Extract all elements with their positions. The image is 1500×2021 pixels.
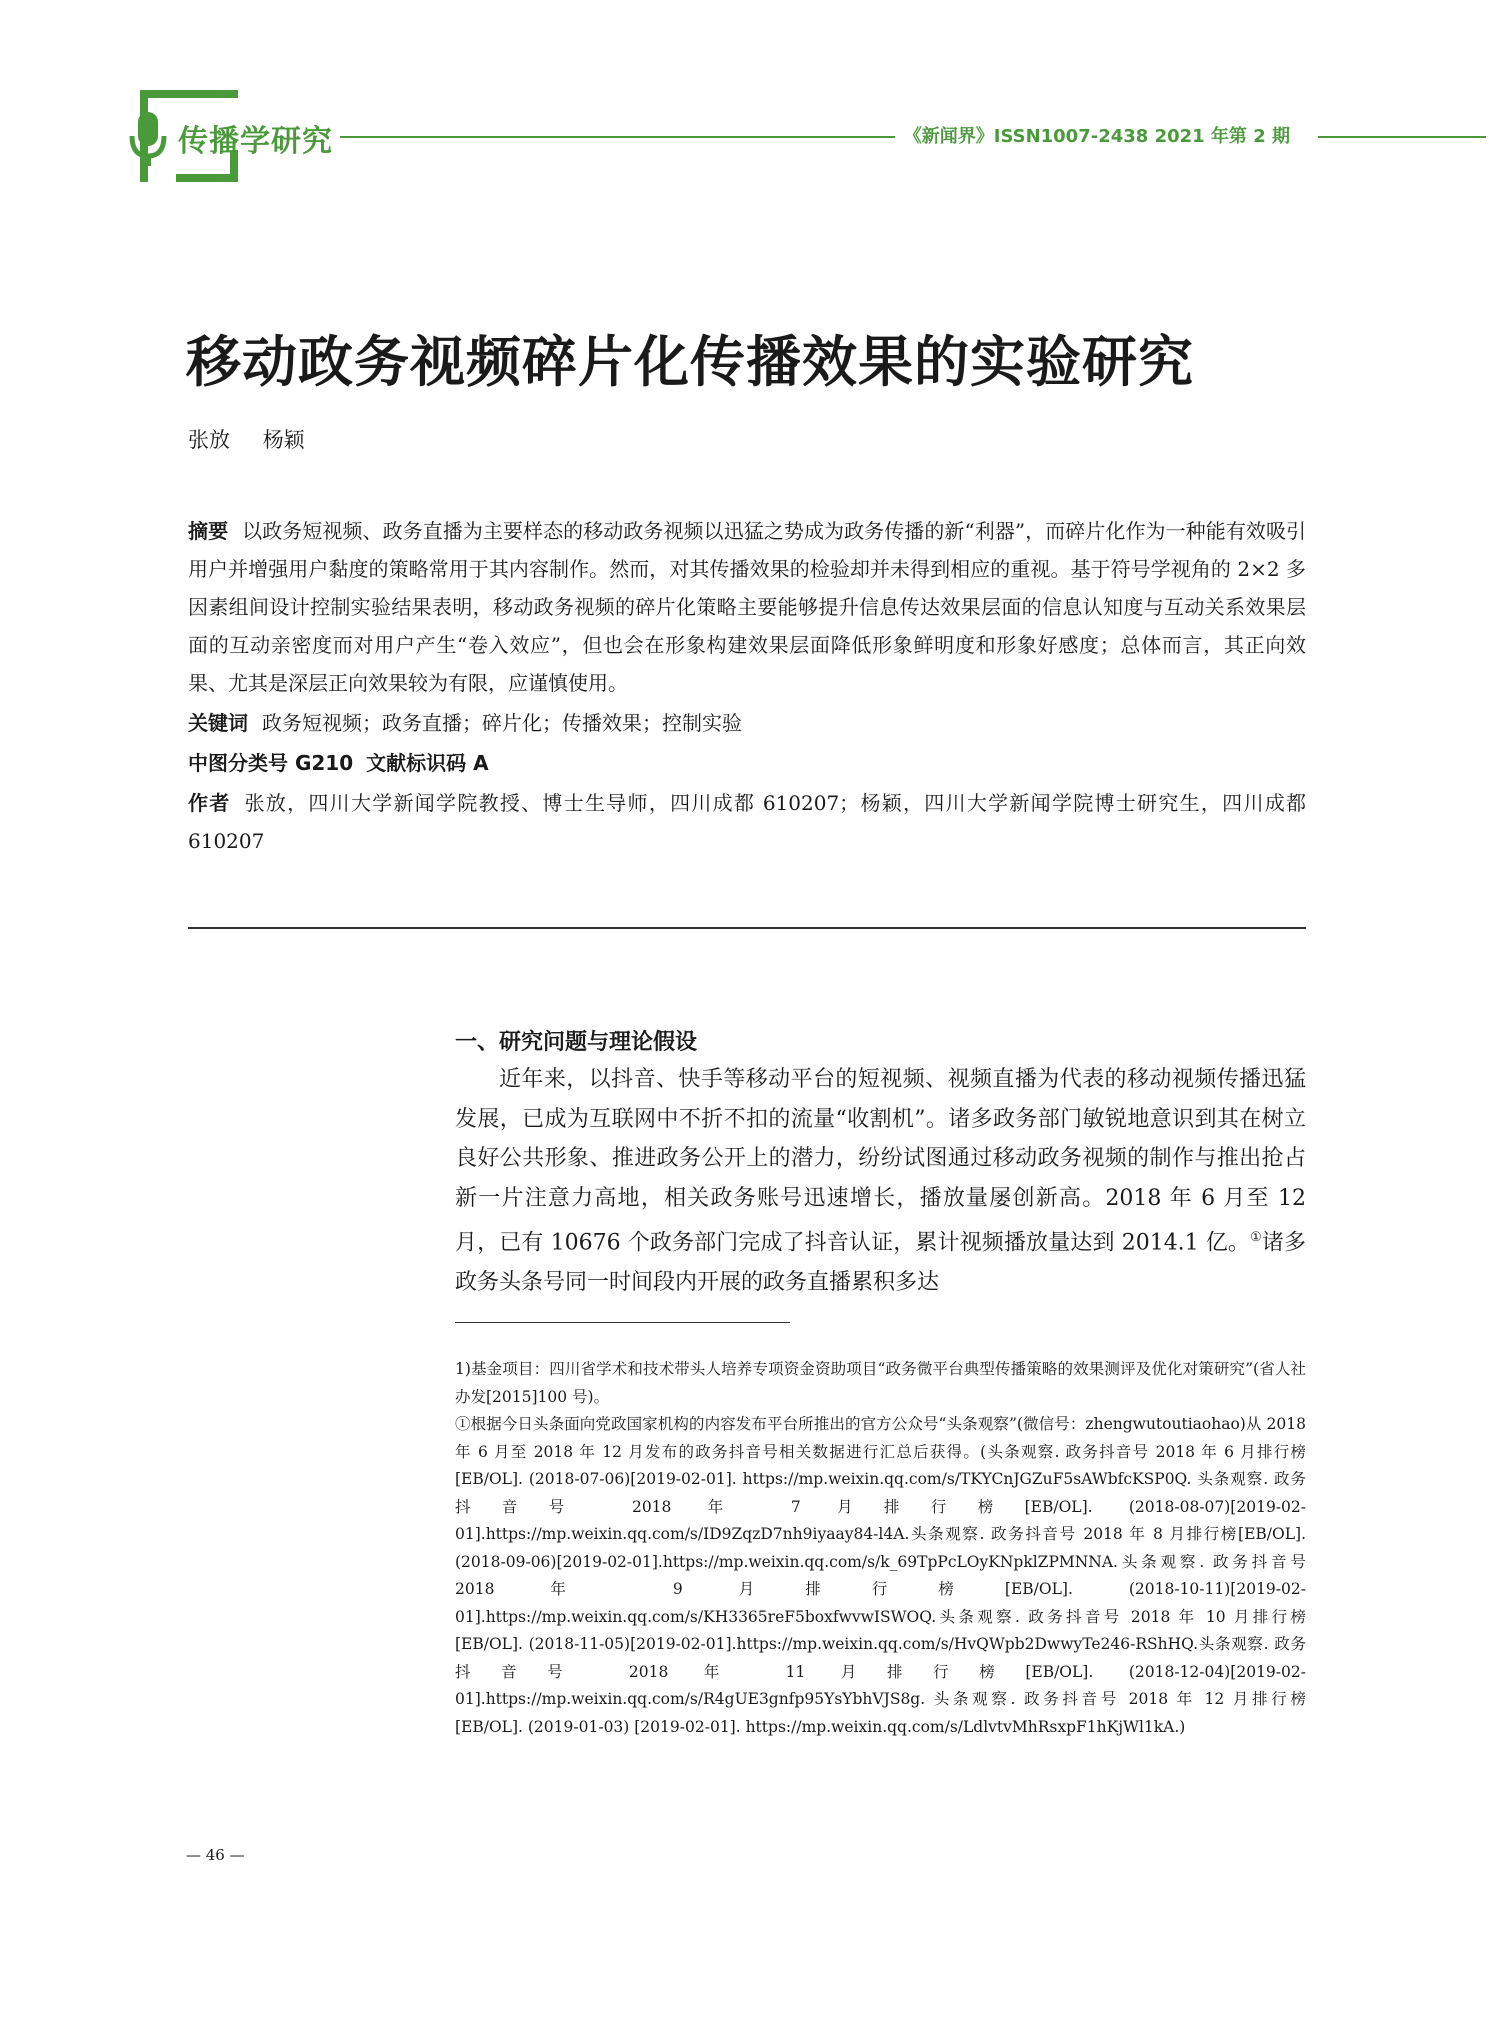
author-info-text: 张放，四川大学新闻学院教授、博士生导师，四川成都 610207；杨颖，四川大学新闻学院博士研究生，四川成都 610207 [188, 791, 1306, 853]
microphone-icon [128, 110, 168, 170]
footnote-source: ①根据今日头条面向党政国家机构的内容发布平台所推出的官方公众号“头条观察”(微信号：zhengwutoutiaohao)从 2018 年 6 月至 2018 年 12 月发布的政务抖音号相关数据进行汇总后获得。(头条观察. 政务抖音号 2018 年 6 月排行榜[EB/OL]. (2018-07-06)[2019-02-01]. https://mp.weixin.qq.com/s/TKYCnJGZuF5sAWbfcKSP0Q. 头条观察. 政务抖音号 2018 年 7 月排行榜[EB/OL]. (2018-08-07)[2019-02-01].https://mp.weixin.qq.com/s/ID9ZqzD7nh9iyaay84-l4A.头条观察. 政务抖音号 2018 年 8 月排行榜[EB/OL]. (2018-09-06)[2019-02-01].https://mp.weixin.qq.com/s/k_69TpPcLOyKNpklZPMNNA.头条观察. 政务抖音号 2018 年 9 月排行榜[EB/OL]. (2018-10-11)[2019-02-01].https://mp.weixin.qq.com/s/KH3365reF5boxfwvwISWOQ.头条观察. 政务抖音号 2018 年 10 月排行榜[EB/OL]. (2018-11-05)[2019-02-01].https://mp.weixin.qq.com/s/HvQWpb2DwwyTe246-RShHQ.头条观察. 政务抖音号 2018 年 11 月排行榜[EB/OL]. (2018-12-04)[2019-02-01].https://mp.weixin.qq.com/s/R4gUE3gnfp95YsYbhVJS8g. 头条观察. 政务抖音号 2018 年 12 月排行榜 [EB/OL]. (2019-01-03) [2019-02-01]. https://mp.weixin.qq.com/s/LdlvtvMhRsxpF1hKjWl1kA.) [455, 1415, 1306, 1736]
body-paragraph [455, 1060, 1306, 1302]
journal-info: 《新闻界》ISSN1007-2438 2021 年第 2 期 [903, 126, 1290, 147]
abstract [188, 512, 1306, 702]
section-label: 传播学研究 [178, 124, 333, 159]
logo-frame-bottom [176, 174, 238, 182]
footnote-marker: ① [1250, 1230, 1262, 1245]
author-info-label: 作者 [188, 791, 231, 815]
body-text-tail: 诸多政务头条号同一时间段内开展的政务直播累积多达 [455, 1230, 1306, 1295]
doc-value: A [473, 751, 489, 775]
footnote-funding: 1)基金项目：四川省学术和技术带头人培养专项资金资助项目“政务微平台典型传播策略的效果测评及优化对策研究”(省人社办发[2015]100 号)。 [455, 1360, 1306, 1406]
author-info [188, 784, 1306, 860]
clc-value: G210 [294, 751, 354, 775]
author-name: 张放 [188, 428, 230, 452]
section-heading: 一、研究问题与理论假设 [455, 1030, 698, 1055]
doc-label: 文献标识码 [366, 751, 467, 775]
keywords-label: 关键词 [188, 711, 248, 735]
classification [188, 744, 1306, 782]
footnotes [455, 1356, 1306, 1741]
section-divider [188, 927, 1306, 929]
abstract-block [188, 512, 1306, 860]
keywords [188, 704, 1306, 742]
body-text: 近年来，以抖音、快手等移动平台的短视频、视频直播为代表的移动视频传播迅猛发展，已成为互联网中不折不扣的流量“收割机”。诸多政务部门敏锐地意识到其在树立良好公共形象、推进政务公开上的潜力，纷纷试图通过移动政务视频的制作与推出抢占新一片注意力高地，相关政务账号迅速增长，播放量屡创新高。2018 年 6 月至 12 月，已有 10676 个政务部门完成了抖音认证，累计视频播放量达到 2014.1 亿。 [455, 1067, 1306, 1256]
footnote-rule [455, 1322, 790, 1323]
abstract-label: 摘要 [188, 519, 229, 543]
authors [188, 424, 305, 454]
header-rule-left [340, 136, 895, 138]
keywords-text: 政务短视频；政务直播；碎片化；传播效果；控制实验 [262, 711, 742, 735]
header-rule-right [1318, 136, 1486, 138]
clc-label: 中图分类号 [188, 751, 288, 775]
article-title: 移动政务视频碎片化传播效果的实验研究 [186, 330, 1195, 394]
author-name: 杨颖 [262, 428, 305, 452]
abstract-text: 以政务短视频、政务直播为主要样态的移动政务视频以迅猛之势成为政务传播的新“利器”，而碎片化作为一种能有效吸引用户并增强用户黏度的策略常用于其内容制作。然而，对其传播效果的检验却并未得到相应的重视。基于符号学视角的 2×2 多因素组间设计控制实验结果表明，移动政务视频的碎片化策略主要能够提升信息传达效果层面的信息认知度与互动关系效果层面的互动亲密度而对用户产生“卷入效应”，但也会在形象构建效果层面降低形象鲜明度和形象好感度；总体而言，其正向效果、尤其是深层正向效果较为有限，应谨慎使用。 [188, 519, 1307, 695]
page-number: — 46 — [186, 1846, 245, 1864]
